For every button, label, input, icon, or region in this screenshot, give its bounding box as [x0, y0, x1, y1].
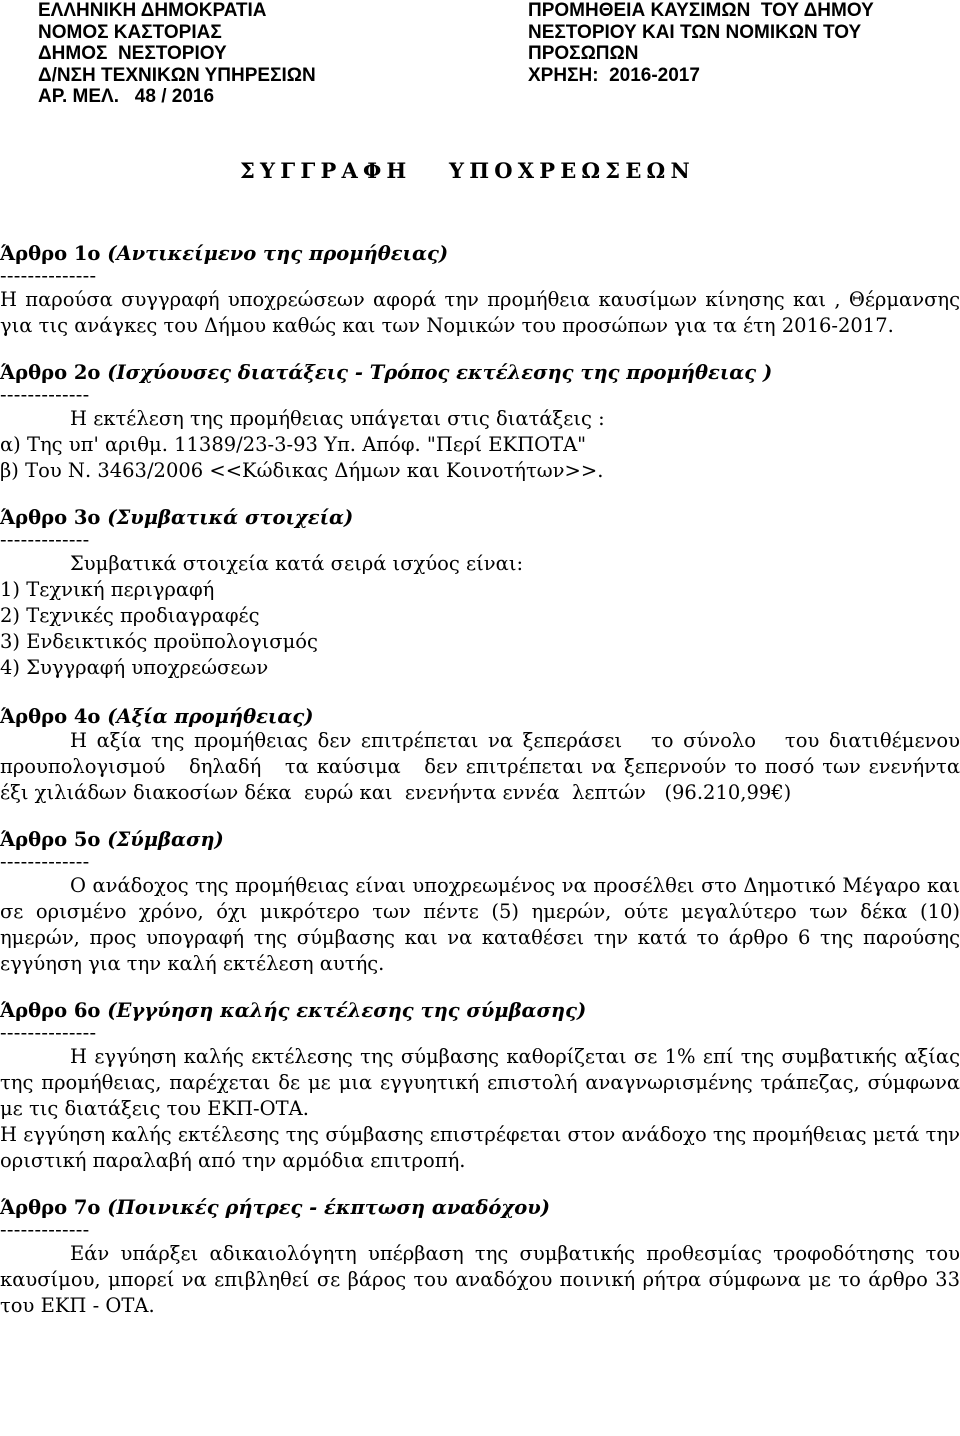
article-heading	[0, 242, 960, 265]
article-4	[0, 705, 960, 806]
paragraph: Συμβατικά στοιχεία κατά σειρά ισχύος είναι:	[70, 552, 524, 575]
dash-separator: --------------	[0, 1021, 97, 1044]
header-line: ΠΡΟΜΗΘΕΙΑ ΚΑΥΣΙΜΩΝ ΤΟΥ ΔΗΜΟΥ	[528, 0, 874, 21]
article-2	[0, 361, 960, 484]
paragraph: Η παρούσα συγγραφή υποχρεώσεων αφορά την προμήθεια καυσίμων κίνησης και , Θέρμανσης για τις ανάγκες του Δήμου καθώς και των Νομικών του προσώπων για τα έτη 2016-2017.	[0, 288, 960, 337]
list-item: β) Του Ν. 3463/2006 <<Κώδικας Δήμων και Κοινοτήτων>>.	[0, 459, 604, 482]
article-heading	[0, 999, 960, 1022]
paragraph: Η αξία της προμήθειας δεν επιτρέπεται να ξεπεράσει το σύνολο του διατιθέμενου προυπολογισμού δηλαδή τα καύσιμα δεν επιτρέπεται να ξεπερνούν το ποσό των ενενήντα έξι χιλιάδων διακοσίων δέκα ευρώ και ενενήντα εννέα λεπτών (96.210,99€)	[0, 729, 960, 804]
article-5	[0, 828, 960, 977]
article-title: (Αξία προμήθειας)	[107, 705, 314, 728]
article-heading	[0, 1196, 960, 1219]
article-heading	[0, 828, 960, 851]
article-title: (Αντικείμενο της προμήθειας)	[107, 242, 449, 265]
document-body	[0, 242, 960, 1341]
article-6	[0, 999, 960, 1174]
dash-separator: --------------	[0, 264, 97, 287]
article-title: (Συμβατικά στοιχεία)	[107, 506, 354, 529]
list-item: 2) Τεχνικές προδιαγραφές	[0, 604, 260, 627]
list-item: 3) Ενδεικτικός προϋπολογισμός	[0, 630, 318, 653]
paragraph: Η εκτέλεση της προμήθειας υπάγεται στις διατάξεις :	[70, 407, 605, 430]
article-title: (Ποινικές ρήτρες - έκπτωση αναδόχου)	[107, 1196, 550, 1219]
dash-separator: -------------	[0, 1218, 90, 1241]
article-1	[0, 242, 960, 339]
article-title: (Ισχύουσες διατάξεις - Τρόπος εκτέλεσης της προμήθειας )	[107, 361, 773, 384]
dash-separator: -------------	[0, 850, 90, 873]
list-item: 4) Συγγραφή υποχρεώσεων	[0, 656, 269, 679]
paragraph: Εάν υπάρξει αδικαιολόγητη υπέρβαση της συμβατικής προθεσμίας τροφοδότησης του καυσίμου, μπορεί να επιβληθεί σε βάρος του αναδόχου ποινική ρήτρα σύμφωνα με το άρθρο 33 του ΕΚΠ - ΟΤΑ.	[0, 1242, 960, 1317]
paragraph: Η εγγύηση καλής εκτέλεσης της σύμβασης επιστρέφεται στον ανάδοχο της προμήθειας μετά την οριστική παραλαβή από την αρμόδια επιτροπή.	[0, 1123, 960, 1172]
article-heading	[0, 361, 960, 384]
article-label: Άρθρο 5ο	[0, 828, 108, 851]
header-line: ΝΟΜΟΣ ΚΑΣΤΟΡΙΑΣ	[38, 21, 222, 43]
document-title: ΣΥΓΓΡΑΦΗ ΥΠΟΧΡΕΩΣΕΩΝ	[240, 158, 695, 183]
header-line: ΠΡΟΣΩΠΩΝ	[528, 43, 639, 65]
header-left	[38, 0, 316, 108]
dash-separator: -------------	[0, 383, 90, 406]
header-line: Δ/ΝΣΗ ΤΕΧΝΙΚΩΝ ΥΠΗΡΕΣΙΩΝ	[38, 64, 316, 86]
header-line: ΧΡΗΣΗ: 2016-2017	[528, 64, 700, 86]
article-title: (Εγγύηση καλής εκτέλεσης της σύμβασης)	[107, 999, 587, 1022]
article-label: Άρθρο 6ο	[0, 999, 108, 1022]
article-3	[0, 506, 960, 681]
header-right	[528, 0, 874, 86]
paragraph: Ο ανάδοχος της προμήθειας είναι υποχρεωμένος να προσέλθει στο Δημοτικό Μέγαρο και σε ορισμένο χρόνο, όχι μικρότερο των πέντε (5) ημερών, ούτε μεγαλύτερο των δέκα (10) ημερών, προς υπογραφή της σύμβασης και να καταθέσει την κατά το άρθρο 6 της παρούσης εγγύηση για την καλή εκτέλεση αυτής.	[0, 874, 960, 975]
article-heading	[0, 506, 960, 529]
header-line: ΔΗΜΟΣ ΝΕΣΤΟΡΙΟΥ	[38, 43, 227, 65]
article-7	[0, 1196, 960, 1319]
list-item: α) Της υπ' αριθμ. 11389/23-3-93 Υπ. Απόφ. "Περί ΕΚΠΟΤΑ"	[0, 433, 587, 456]
dash-separator: -------------	[0, 528, 90, 551]
paragraph: Η εγγύηση καλής εκτέλεσης της σύμβασης καθορίζεται σε 1% επί της συμβατικής αξίας της προμήθειας, παρέχεται δε με μια εγγυητική επιστολή αναγνωρισμένης τράπεζας, σύμφωνα με τις διατάξεις του ΕΚΠ-ΟΤΑ.	[0, 1045, 960, 1120]
article-label: Άρθρο 4ο	[0, 705, 108, 728]
header-line: ΕΛΛΗΝΙΚΗ ΔΗΜΟΚΡΑΤΙΑ	[38, 0, 267, 21]
header-line: ΝΕΣΤΟΡΙΟΥ ΚΑΙ ΤΩΝ ΝΟΜΙΚΩΝ ΤΟΥ	[528, 21, 862, 43]
article-heading	[0, 705, 960, 728]
article-title: (Σύμβαση)	[107, 828, 224, 851]
article-label: Άρθρο 3ο	[0, 506, 108, 529]
article-label: Άρθρο 2ο	[0, 361, 108, 384]
header-line: ΑΡ. ΜΕΛ. 48 / 2016	[38, 86, 215, 108]
article-label: Άρθρο 1ο	[0, 242, 108, 265]
article-label: Άρθρο 7ο	[0, 1196, 108, 1219]
list-item: 1) Τεχνική περιγραφή	[0, 578, 215, 601]
